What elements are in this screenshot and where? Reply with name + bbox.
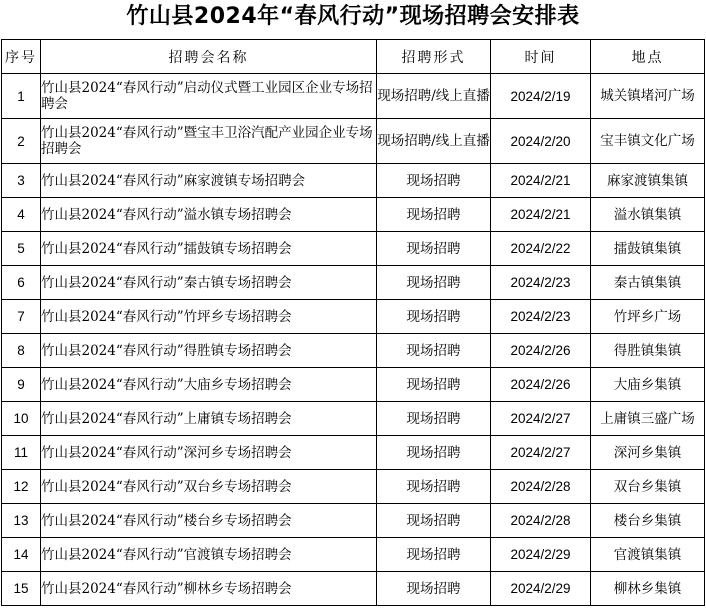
table-row xyxy=(2,402,705,436)
fair-date: 2024/2/22 xyxy=(491,232,591,266)
fair-date: 2024/2/29 xyxy=(491,538,591,572)
fair-location: 秦古镇集镇 xyxy=(591,266,705,300)
fair-format: 现场招聘 xyxy=(377,368,491,402)
table-row xyxy=(2,368,705,402)
table-row xyxy=(2,572,705,606)
table-row xyxy=(2,334,705,368)
fair-name: 竹山县2024“春风行动”深河乡专场招聘会 xyxy=(41,436,377,470)
row-index: 10 xyxy=(2,402,41,436)
fair-name: 竹山县2024“春风行动”大庙乡专场招聘会 xyxy=(41,368,377,402)
fair-name-text: 竹山县2024“春风行动”麻家渡镇专场招聘会 xyxy=(41,172,306,189)
header-index: 序号 xyxy=(2,40,41,74)
fair-name: 竹山县2024“春风行动”柳林乡专场招聘会 xyxy=(41,572,377,606)
fair-date: 2024/2/26 xyxy=(491,368,591,402)
fair-location: 麻家渡镇集镇 xyxy=(591,164,705,198)
row-index: 5 xyxy=(2,232,41,266)
fair-format: 现场招聘/线上直播 xyxy=(377,119,491,164)
header-location: 地点 xyxy=(591,40,705,74)
fair-name: 竹山县2024“春风行动”得胜镇专场招聘会 xyxy=(41,334,377,368)
fair-location: 溢水镇集镇 xyxy=(591,198,705,232)
row-index: 15 xyxy=(2,572,41,606)
table-row xyxy=(2,232,705,266)
row-index: 6 xyxy=(2,266,41,300)
fair-date: 2024/2/28 xyxy=(491,470,591,504)
table-row xyxy=(2,504,705,538)
fair-name: 竹山县2024“春风行动”楼台乡专场招聘会 xyxy=(41,504,377,538)
header-fair-name: 招聘会名称 xyxy=(41,40,377,74)
row-index: 9 xyxy=(2,368,41,402)
table-row xyxy=(2,436,705,470)
fair-date: 2024/2/23 xyxy=(491,300,591,334)
row-index: 3 xyxy=(2,164,41,198)
fair-location: 宝丰镇文化广场 xyxy=(591,119,705,164)
fair-format: 现场招聘 xyxy=(377,504,491,538)
table-row xyxy=(2,470,705,504)
fair-format: 现场招聘 xyxy=(377,572,491,606)
fair-format: 现场招聘 xyxy=(377,266,491,300)
fair-location: 柳林乡集镇 xyxy=(591,572,705,606)
fair-format: 现场招聘 xyxy=(377,232,491,266)
fair-location: 擂鼓镇集镇 xyxy=(591,232,705,266)
fair-location: 得胜镇集镇 xyxy=(591,334,705,368)
fair-date: 2024/2/19 xyxy=(491,74,591,119)
header-format: 招聘形式 xyxy=(377,40,491,74)
header-date: 时间 xyxy=(491,40,591,74)
fair-date: 2024/2/23 xyxy=(491,266,591,300)
row-index: 4 xyxy=(2,198,41,232)
fair-name: 竹山县2024“春风行动”双台乡专场招聘会 xyxy=(41,470,377,504)
fair-name: 竹山县2024“春风行动”上庸镇专场招聘会 xyxy=(41,402,377,436)
fair-date: 2024/2/21 xyxy=(491,164,591,198)
fair-name: 竹山县2024“春风行动”启动仪式暨工业园区企业专场招聘会 xyxy=(41,74,377,119)
fair-date: 2024/2/27 xyxy=(491,436,591,470)
fair-location: 双台乡集镇 xyxy=(591,470,705,504)
fair-format: 现场招聘 xyxy=(377,470,491,504)
fair-date: 2024/2/27 xyxy=(491,402,591,436)
row-index: 7 xyxy=(2,300,41,334)
row-index: 14 xyxy=(2,538,41,572)
fair-format: 现场招聘 xyxy=(377,300,491,334)
row-index: 12 xyxy=(2,470,41,504)
row-index: 2 xyxy=(2,119,41,164)
fair-location: 竹坪乡广场 xyxy=(591,300,705,334)
fair-name xyxy=(41,164,377,198)
fair-name: 竹山县2024“春风行动”暨宝丰卫浴汽配产业园企业专场招聘会 xyxy=(41,119,377,164)
fair-location: 大庙乡集镇 xyxy=(591,368,705,402)
fair-location: 官渡镇集镇 xyxy=(591,538,705,572)
fair-location-text: 上庸镇三盛广场 xyxy=(600,410,695,427)
fair-format: 现场招聘 xyxy=(377,164,491,198)
schedule-table xyxy=(1,39,705,606)
table-row xyxy=(2,74,705,119)
row-index: 1 xyxy=(2,74,41,119)
fair-name: 竹山县2024“春风行动”擂鼓镇专场招聘会 xyxy=(41,232,377,266)
fair-format: 现场招聘 xyxy=(377,198,491,232)
fair-name: 竹山县2024“春风行动”溢水镇专场招聘会 xyxy=(41,198,377,232)
fair-format: 现场招聘/线上直播 xyxy=(377,74,491,119)
fair-date: 2024/2/20 xyxy=(491,119,591,164)
fair-location: 深河乡集镇 xyxy=(591,436,705,470)
table-row xyxy=(2,198,705,232)
row-index: 11 xyxy=(2,436,41,470)
table-row xyxy=(2,164,705,198)
fair-name: 竹山县2024“春风行动”竹坪乡专场招聘会 xyxy=(41,300,377,334)
fair-format: 现场招聘 xyxy=(377,402,491,436)
fair-location: 楼台乡集镇 xyxy=(591,504,705,538)
fair-date: 2024/2/29 xyxy=(491,572,591,606)
table-row xyxy=(2,538,705,572)
table-row xyxy=(2,119,705,164)
fair-format: 现场招聘 xyxy=(377,334,491,368)
fair-location xyxy=(591,402,705,436)
fair-location: 城关镇堵河广场 xyxy=(591,74,705,119)
fair-format: 现场招聘 xyxy=(377,436,491,470)
fair-date: 2024/2/26 xyxy=(491,334,591,368)
row-index: 8 xyxy=(2,334,41,368)
table-header-row xyxy=(2,40,705,74)
table-row xyxy=(2,266,705,300)
row-index: 13 xyxy=(2,504,41,538)
fair-date: 2024/2/28 xyxy=(491,504,591,538)
fair-name: 竹山县2024“春风行动”秦古镇专场招聘会 xyxy=(41,266,377,300)
fair-date: 2024/2/21 xyxy=(491,198,591,232)
fair-format: 现场招聘 xyxy=(377,538,491,572)
fair-name: 竹山县2024“春风行动”官渡镇专场招聘会 xyxy=(41,538,377,572)
document-title: 竹山县2024年“春风行动”现场招聘会安排表 xyxy=(126,4,580,29)
table-row xyxy=(2,300,705,334)
